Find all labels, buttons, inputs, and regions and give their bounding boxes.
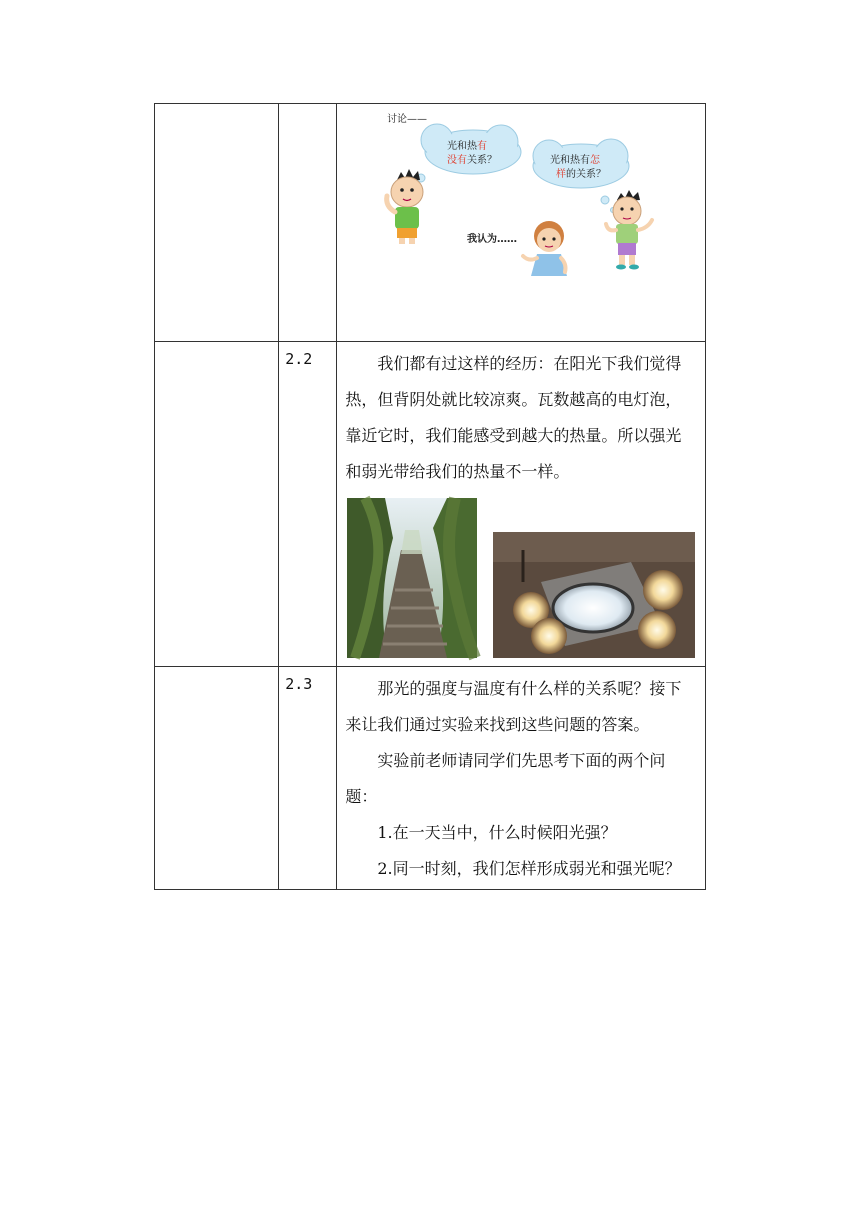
- content-cell: [337, 667, 706, 890]
- bubble-left-line1: 光和热: [447, 141, 478, 152]
- bubble-right-line1: 光和热有: [550, 155, 591, 166]
- bubble-left-highlight1: 有: [477, 141, 488, 152]
- svg-text:样的关系？: [556, 167, 606, 180]
- list-item-question-1: 1.在一天当中，什么时候阳光强？: [377, 823, 617, 842]
- list-item-question-2: 2.同一时刻，我们怎样形成弱光和强光呢？: [377, 859, 681, 878]
- bubble-right-highlight2: 样: [556, 169, 567, 180]
- bubble-right-line2: 的关系？: [566, 169, 607, 180]
- photos-svg: [345, 490, 713, 666]
- cell-empty: [155, 342, 279, 667]
- paragraph: 我们都有过这样的经历：在阳光下我们觉得热，但背阴处就比较凉爽。瓦数越高的电灯泡，靠近它时，我们能感受到越大的热量。所以强光和弱光带给我们的热量不一样。: [345, 354, 682, 481]
- table-row-discussion: [155, 104, 706, 342]
- lesson-table: [154, 103, 706, 890]
- svg-text:光和热有怎: [550, 153, 601, 166]
- boy-left-figure: [387, 169, 423, 244]
- cell-empty: [155, 667, 279, 890]
- content-cell: [337, 342, 706, 667]
- paragraph: 实验前老师请同学们先思考下面的两个问题：: [345, 751, 666, 806]
- boy-right-figure: [606, 190, 652, 270]
- discussion-illustration: [337, 104, 705, 340]
- girl-figure: [523, 221, 567, 276]
- table-row-2-2: [155, 342, 706, 667]
- heat-lamp-photo: [493, 532, 695, 658]
- svg-text:没有关系？: [447, 153, 497, 166]
- bubble-left-highlight2: 没有: [447, 155, 468, 166]
- cell-empty: [155, 104, 279, 342]
- thought-bubble-right: [533, 139, 629, 213]
- svg-text:光和热有: [447, 139, 487, 152]
- bubble-right-highlight1: 怎: [590, 155, 601, 166]
- bubble-left-line2: 关系？: [467, 155, 498, 166]
- forest-path-photo: [347, 498, 477, 658]
- thought-bubble-left: [411, 124, 522, 191]
- photo-pair: [345, 490, 695, 666]
- row-number: 2.2: [279, 342, 337, 667]
- row-number: 2.3: [279, 667, 337, 890]
- discussion-heading: 讨论——: [387, 114, 428, 125]
- discussion-cartoon: [337, 104, 705, 340]
- table-row-2-3: [155, 667, 706, 890]
- illustration-cell: [337, 104, 706, 342]
- girl-speech: 我认为……: [467, 234, 518, 245]
- paragraph: 那光的强度与温度有什么样的关系呢？接下来让我们通过实验来找到这些问题的答案。: [345, 679, 682, 734]
- row-number: [279, 104, 337, 342]
